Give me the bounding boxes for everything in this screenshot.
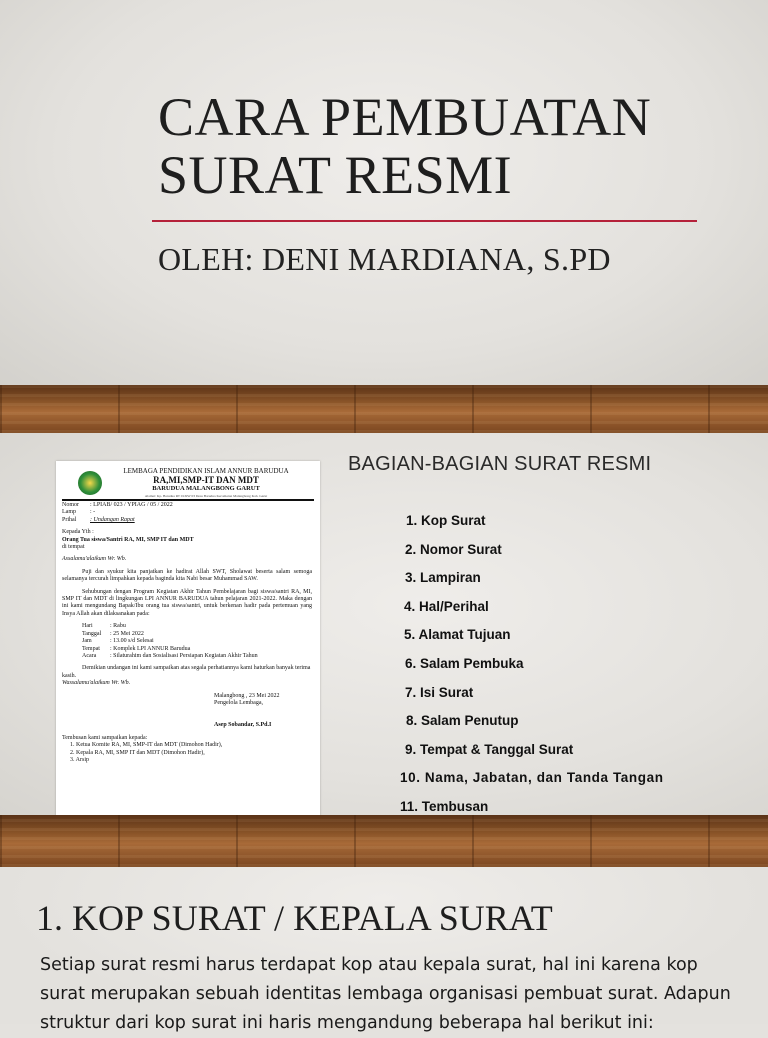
letter-kepada: Kepada Yth : (62, 529, 94, 536)
list-item: 4. Hal/Perihal (404, 598, 489, 614)
tembusan-item: 2. Kepala RA, MI, SMP IT dan MDT (Dimohon Hadir), (70, 749, 205, 756)
detail-row: Tempat : Komplek LPI ANNUR Barudua (82, 645, 191, 652)
kop-surat-slide (0, 867, 768, 1033)
slide-heading: 1. KOP SURAT / KEPALA SURAT (36, 898, 553, 938)
list-item: 7. Isi Surat (405, 684, 474, 700)
letter-paragraph-1: Puji dan syukur kita panjatkan ke hadirat Allah SWT, Sholawat beserta salam semoga selamanya tercurah limpahkan kepada baginda kita Nabi besar Muhammad SAW. (62, 568, 312, 583)
detail-row: Acara : Silaturahim dan Sosialisasi Persiapan Kegiatan Akhir Tahun (82, 652, 258, 659)
letter-nomor: Nomor : LPIAB/ 023 / YPIAG / 05 / 2022 (62, 502, 173, 508)
parts-list (400, 513, 664, 828)
sample-letter-image (56, 461, 320, 841)
tembusan-item: 3. Arsip (70, 756, 90, 763)
institution-logo-icon (78, 471, 102, 495)
list-item: 11. Tembusan (400, 798, 489, 814)
letter-perihal: Prihal : Undangan Rapat (62, 516, 135, 523)
detail-row: Tanggal : 25 Mei 2022 (82, 630, 144, 637)
list-item: 5. Alamat Tujuan (404, 627, 511, 643)
title-slide (0, 0, 768, 385)
list-item: 10. Nama, Jabatan, dan Tanda Tangan (400, 770, 664, 786)
title-divider (152, 220, 697, 222)
letterhead-rule (62, 499, 314, 501)
letter-address: Alamat: Kp. Barudua RT 01/RW 03 Desa Barudua Kecamatan Malangbong Kab. Garut (144, 494, 268, 498)
letter-salam-pembuka: Assalamu'alaikum Wr. Wb. (62, 556, 127, 563)
tembusan-item: 1. Ketua Komite RA, MI, SMP-IT dan MDT (Dimohon Hadir), (70, 742, 223, 749)
letter-tempat: di tempat (62, 544, 85, 551)
detail-row: Jam : 13.00 s/d Selesai (82, 638, 154, 645)
slide-author: OLEH: DENI MARDIANA, S.PD (158, 241, 611, 277)
wood-floor-strip (0, 385, 768, 433)
letter-tembusan-title: Tembusan kami sampaikan kepada: (62, 734, 148, 741)
detail-row: Hari : Rabu (82, 623, 126, 630)
letter-jabatan: Pengelola Lembaga, (214, 699, 263, 706)
letter-location: BARUDUA MALANGBONG GARUT (152, 485, 260, 492)
letter-details (62, 623, 312, 660)
letter-paragraph-2: Sehubungan dengan Program Kegiatan Akhir Tahun Pembelajaran bagi siswa/santri RA, MI, SMP IT dan MDT di lingkungan LPI ANNUR BARUDUA tahun pelajaran 2021-2022. Maka dengan ini kami mengundang Bapak/Ibu orang tua siswa/santri, untuk berkenan hadir pada pertemuan yang Insya Allah akan dilaksanakan pada: (62, 588, 312, 617)
letter-institution: LEMBAGA PENDIDIKAN ISLAM ANNUR BARUDUA (123, 467, 289, 475)
slide-paragraph: Setiap surat resmi harus terdapat kop atau kepala surat, hal ini karena kop surat merupakan sebuah identitas lembaga organisasi pembuat surat. Adapun struktur dari kop surat ini haris mengandung beberapa hal berikut ini: (40, 955, 731, 1033)
letter-lampiran: Lamp : - (62, 509, 96, 516)
letter-nama: Asep Sobandar, S.Pd.I (214, 722, 272, 729)
list-item: 3. Lampiran (405, 570, 481, 586)
list-item: 8. Salam Penutup (406, 713, 519, 729)
wood-floor-strip (0, 815, 768, 867)
parts-slide (0, 433, 768, 815)
letter-schools: RA,MI,SMP-IT DAN MDT (153, 475, 259, 485)
parts-title: BAGIAN-BAGIAN SURAT RESMI (348, 453, 652, 475)
list-item: 1. Kop Surat (406, 513, 486, 528)
letter-penutup: Demikian undangan ini kami sampaikan atas segala perhatiannya kami haturkan banyak terima kasih. (62, 665, 311, 679)
list-item: 9. Tempat & Tanggal Surat (405, 741, 574, 757)
letter-tujuan: Orang Tua siswa/Santri RA, MI, SMP IT dan MDT (62, 536, 194, 543)
list-item: 6. Salam Pembuka (405, 655, 524, 671)
list-item: 2. Nomor Surat (405, 541, 502, 557)
slide-title: CARA PEMBUATAN SURAT RESMI (158, 87, 652, 205)
letter-body (62, 502, 312, 764)
letter-tempat-tanggal: Malangbong , 23 Mei 2022 (214, 692, 280, 699)
letter-salam-penutup: Wassalamu'alaikum Wr. Wb. (62, 680, 131, 687)
